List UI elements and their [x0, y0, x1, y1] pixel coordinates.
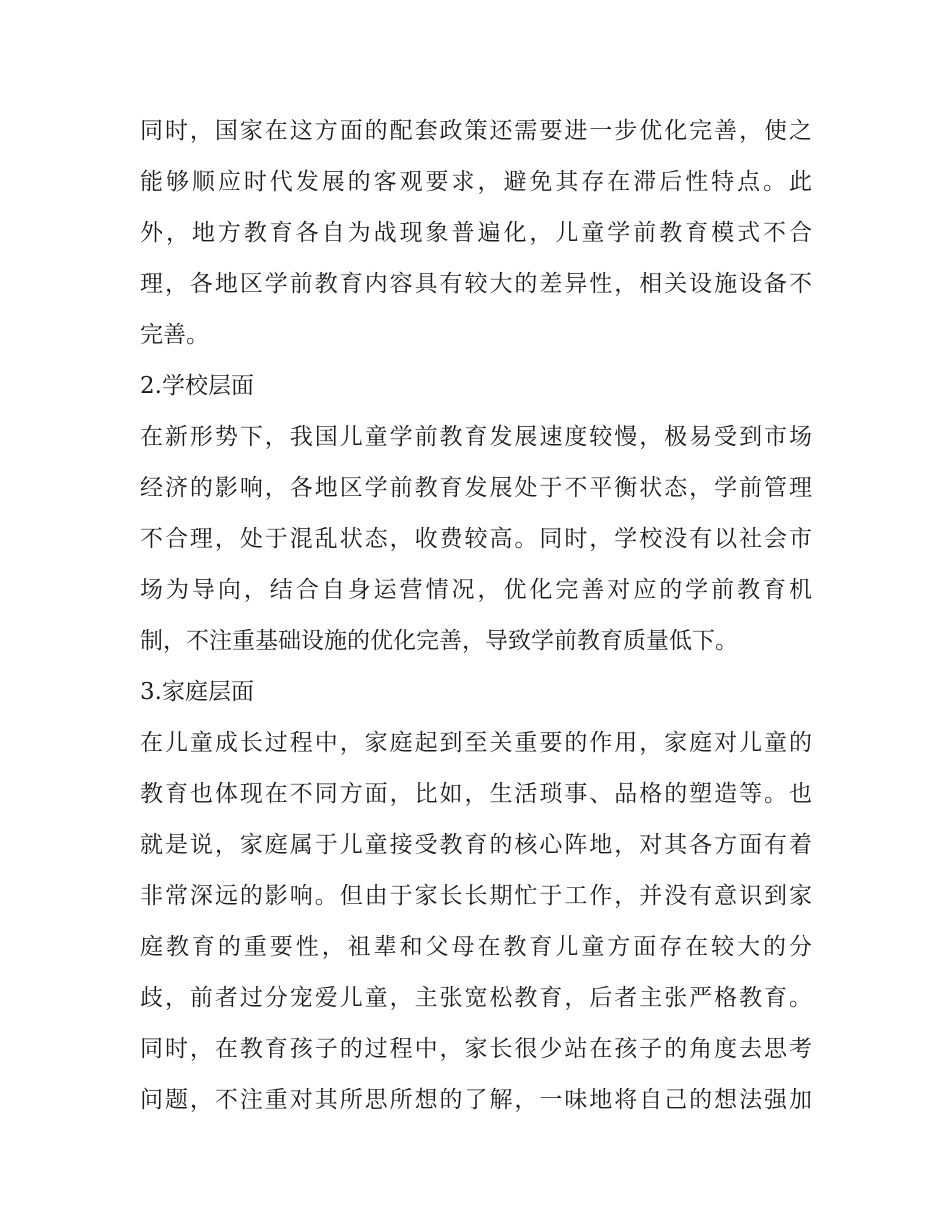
paragraph-line: 同时，国家在这方面的配套政策还需要进一步优化完善，使之: [140, 118, 812, 144]
paragraph-line: 就是说，家庭属于儿童接受教育的核心阵地，对其各方面有着: [140, 832, 812, 858]
paragraph-line: 制，不注重基础设施的优化完善，导致学前教育质量低下。: [140, 628, 738, 654]
paragraph-line: 场为导向，结合自身运营情况，优化完善对应的学前教育机: [140, 577, 812, 603]
section-heading: 3.家庭层面: [140, 679, 254, 705]
document-body: [140, 106, 812, 1126]
paragraph-line: 非常深远的影响。但由于家长长期忙于工作，并没有意识到家: [140, 883, 812, 909]
section-heading: 2.学校层面: [140, 373, 254, 399]
paragraph-line: 在新形势下，我国儿童学前教育发展速度较慢，极易受到市场: [140, 424, 812, 450]
paragraph-line: 经济的影响，各地区学前教育发展处于不平衡状态，学前管理: [140, 475, 812, 501]
paragraph-line: 同时，在教育孩子的过程中，家长很少站在孩子的角度去思考: [140, 1036, 812, 1062]
paragraph-line: 不合理，处于混乱状态，收费较高。同时，学校没有以社会市: [140, 526, 812, 552]
paragraph-line: 理，各地区学前教育内容具有较大的差异性，相关设施设备不: [140, 271, 812, 297]
paragraph-line: 问题，不注重对其所思所想的了解，一味地将自己的想法强加: [140, 1087, 812, 1113]
paragraph-line: 外，地方教育各自为战现象普遍化，儿童学前教育模式不合: [140, 220, 812, 246]
paragraph-line: 能够顺应时代发展的客观要求，避免其存在滞后性特点。此: [140, 169, 812, 195]
paragraph-line: 在儿童成长过程中，家庭起到至关重要的作用，家庭对儿童的: [140, 730, 812, 756]
paragraph-line: 歧，前者过分宠爱儿童，主张宽松教育，后者主张严格教育。: [140, 985, 812, 1011]
paragraph-line: 庭教育的重要性，祖辈和父母在教育儿童方面存在较大的分: [140, 934, 812, 960]
paragraph-line: 完善。: [140, 322, 209, 348]
paragraph-line: 教育也体现在不同方面，比如，生活琐事、品格的塑造等。也: [140, 781, 812, 807]
